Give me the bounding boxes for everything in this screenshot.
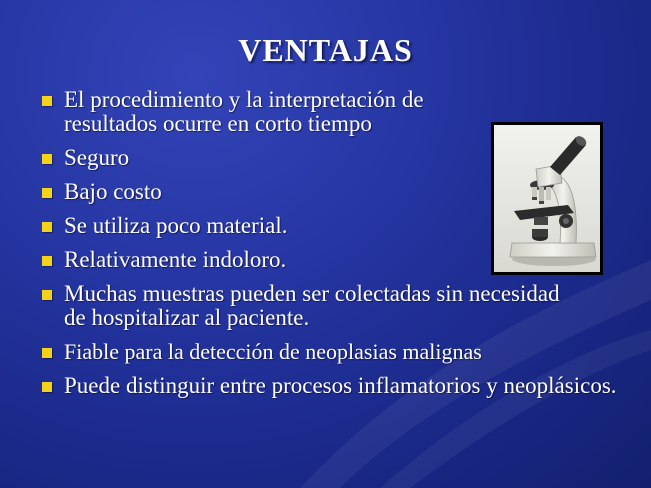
bullet-text: Muchas muestras pueden ser colectadas sin necesidad de hospitalizar al paciente. <box>64 281 560 330</box>
bullet-square-icon <box>42 222 52 232</box>
bullet-square-icon <box>42 96 52 106</box>
bullet-text: Bajo costo <box>64 179 162 204</box>
bullet-text: Puede distinguir entre procesos inflamatorios y neoplásicos. <box>64 373 617 398</box>
bullet-square-icon <box>42 348 52 358</box>
slide-title: VENTAJAS <box>238 32 413 68</box>
bullet-text: El procedimiento y la interpretación de resultados ocurre en corto tiempo <box>64 87 424 136</box>
bullet-text: Relativamente indoloro. <box>64 247 287 272</box>
microscope-photo <box>491 122 603 275</box>
bullet-square-icon <box>42 256 52 266</box>
bullet-square-icon <box>42 290 52 300</box>
bullet-item <box>40 282 564 330</box>
bullet-square-icon <box>42 188 52 198</box>
microscope-icon <box>494 125 600 272</box>
bullet-square-icon <box>42 382 52 392</box>
bullet-item <box>40 374 624 398</box>
bullet-square-icon <box>42 154 52 164</box>
bullet-text: Seguro <box>64 145 130 170</box>
bullet-item <box>40 340 640 364</box>
bullet-text: Fiable para la detección de neoplasias malignas <box>64 339 482 364</box>
bullet-text: Se utiliza poco material. <box>64 213 288 238</box>
bullet-item <box>40 88 509 136</box>
